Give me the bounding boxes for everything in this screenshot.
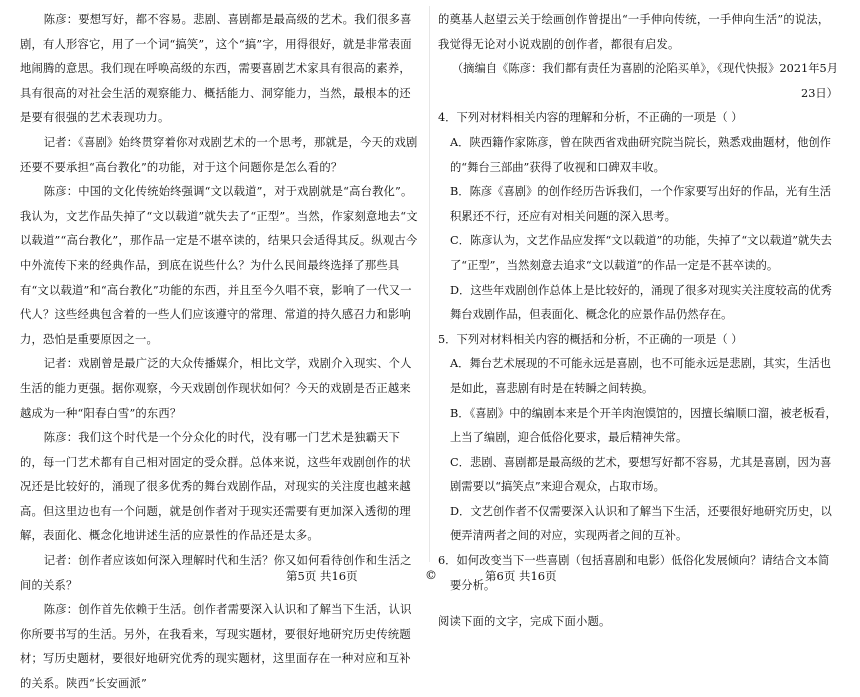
question-4-option-a: A．陕西籍作家陈彦，曾在陕西省戏曲研究院当院长，熟悉戏曲题材，他创作的“舞台三部曲”获得了收视和口碑双丰收。: [450, 135, 831, 174]
paragraph-chen-yan-4: 陈彦：创作首先依赖于生活。创作者需要深入认识和了解当下生活，认识你所要书写的生活。另外，在我看来，写现实题材，要很好地研究历史传统题材；写历史题材，要很好地研究优秀的现实题材，这里面存在一种对应和互补的关系。陕西“长安画派”: [20, 603, 412, 691]
question-5-option-b: B．《喜剧》中的编剧本来是个开羊肉泡馍馆的，因擅长编顺口溜，被老板看，上当了编剧，迎合低俗化要求，最后精神失常。: [450, 406, 837, 445]
page-number-right: 第6页 共16页: [485, 569, 557, 583]
copyright-symbol: ©: [425, 568, 437, 582]
question-5-option-a: A．舞台艺术展现的不可能永远是喜剧，也不可能永远是悲剧，其实，生活也是如此，喜悲剧有时是在转瞬之间转换。: [450, 357, 831, 395]
right-column: [438, 8, 838, 635]
paragraph-reporter-3: 记者：创作者应该如何深入理解时代和生活？你又如何看待创作和生活之间的关系？: [20, 554, 412, 592]
source-citation: （摘编自《陈彦：我们都有责任为喜剧的沦陷买单》，《现代快报》2021年5月23日）: [451, 62, 838, 100]
paragraph-continued: 的奠基人赵望云关于绘画创作曾提出“一手伸向传统，一手伸向生活”的说法，我觉得无论对小说戏剧的创作者，都很有启发。: [438, 13, 830, 51]
left-column: [20, 8, 422, 697]
question-4-stem: 4．下列对材料相关内容的理解和分析，不正确的一项是（ ）: [438, 111, 743, 125]
question-6-stem: 6．如何改变当下一些喜剧（包括喜剧和电影）低俗化发展倾向？请结合文本简要分析。: [438, 554, 830, 592]
question-4-option-c: C．陈彦认为，文艺作品应发挥“文以载道”的功能，失掉了“文以载道”就失去了“正型”，当然刻意去追求“文以载道”的作品一定是不甚卒读的。: [450, 234, 832, 272]
paragraph-reporter-1: 记者：《喜剧》始终贯穿着你对戏剧艺术的一个思考，那就是，今天的戏剧还要不要承担“高台教化”的功能，对于这个问题你是怎么看的？: [20, 135, 418, 174]
paragraph-chen-yan-1: 陈彦：要想写好，都不容易。悲剧、喜剧都是最高级的艺术。我们很多喜剧，有人形容它，用了一个词“搞笑”，这个“搞”字，用得很好，就是非常表面地闹腾的意思。我们现在呼唤高级的东西，需要喜剧艺术家具有很高的素养，具有很高的对社会生活的观察能力、概括能力、洞穿能力，当然，最根本的还是要有很强的艺术表现功力。: [20, 13, 412, 125]
reading-prompt: 阅读下面的文字，完成下面小题。: [438, 615, 611, 629]
paragraph-chen-yan-3: 陈彦：我们这个时代是一个分众化的时代，没有哪一门艺术是独霸天下的，每一门艺术都有自己相对固定的受众群。总体来说，这些年戏剧创作的状况还是比较好的，涌现了很多优秀的舞台戏剧作品，对现实的关注度也越来越高。但这里边也有一个问题，就是创作者对于现实还需要有更加深入透彻的理解，表面化、概念化地讲述生活的应景性的作品还是太多。: [20, 431, 411, 543]
question-5-option-c: C．悲剧、喜剧都是最高级的艺术，要想写好都不容易，尤其是喜剧，因为喜剧需要以“搞笑点”来迎合观众，占取市场。: [450, 455, 832, 494]
paragraph-reporter-2: 记者：戏剧曾是最广泛的大众传播媒介，相比文学，戏剧介入现实、个人生活的能力更强。据你观察，今天戏剧创作现状如何？今天的戏剧是否正越来越成为一种“阳春白雪”的东西？: [20, 357, 412, 420]
question-4-option-d: D．这些年戏剧创作总体上是比较好的，涌现了很多对现实关注度较高的优秀舞台戏剧作品，但表面化、概念化的应景作品仍然存在。: [450, 283, 832, 322]
paragraph-chen-yan-2: 陈彦：中国的文化传统始终强调“文以载道”，对于戏剧就是“高台教化”。我认为，文艺作品失掉了“文以载道”就失去了“正型”。当然，作家刻意地去“文以载道”“高台教化”，那作品一定是不堪卒读的，结果只会适得其反。纵观古今中外流传下来的经典作品，到底在说些什么？为什么民间最终选择了那些具有“文以载道”和“高台教化”功能的东西，并且至今久唱不衰，影响了一代又一代人？这些经典包含着的一些人们应该遵守的常理、常道的持久感召力和影响力，恐怕是重要原因之一。: [20, 185, 418, 346]
question-5-option-d: D．文艺创作者不仅需要深入认识和了解当下生活，还要很好地研究历史，以便弄清两者之间的对应，实现两者之间的互补。: [450, 504, 832, 543]
column-divider: [429, 6, 430, 562]
question-4-option-b: B．陈彦《喜剧》的创作经历告诉我们，一个作家要写出好的作品，光有生活积累还不行，还应有对相关问题的深入思考。: [450, 185, 832, 223]
question-5-stem: 5．下列对材料相关内容的概括和分析，不正确的一项是（ ）: [438, 332, 743, 346]
page-number-left: 第5页 共16页: [286, 569, 358, 583]
